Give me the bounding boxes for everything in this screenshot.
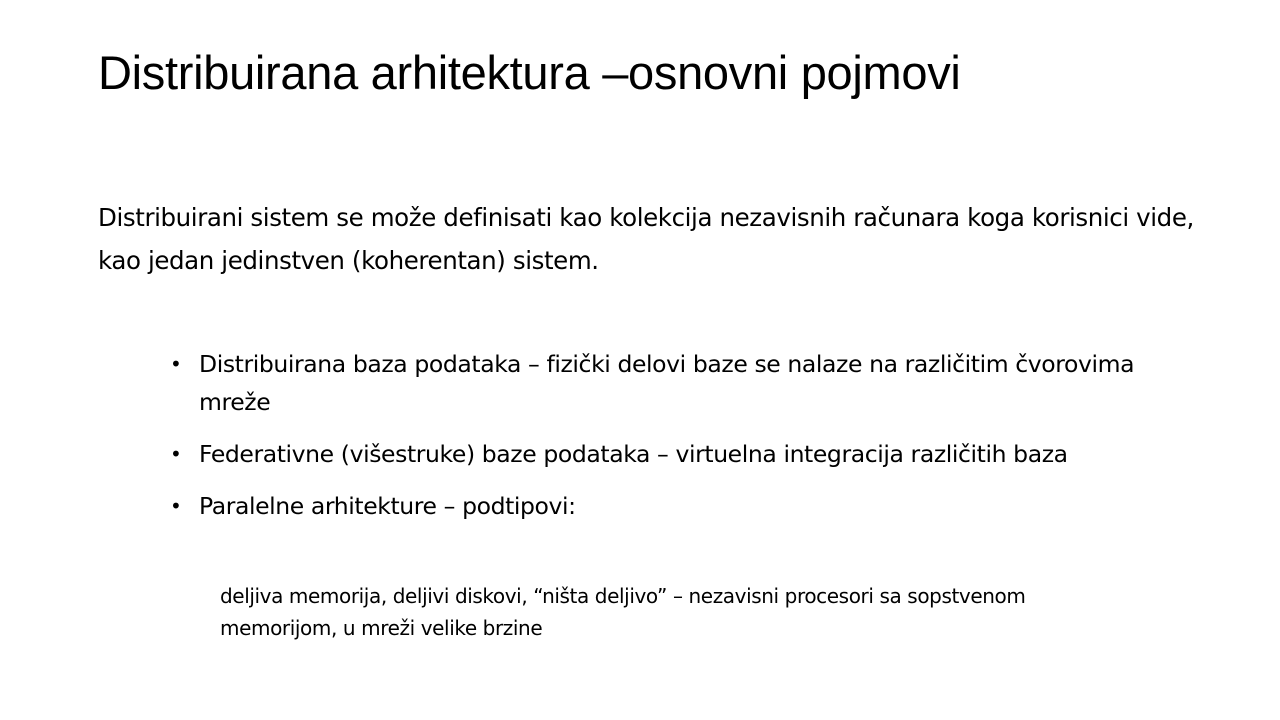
bullet-marker: • <box>170 352 182 376</box>
bullet-list <box>170 345 1170 525</box>
bullet-text: Distribuirana baza podataka – fizički delovi baze se nalaze na različitim čvorovima mreže <box>199 350 1135 416</box>
bullet-item-parallel-arch <box>170 487 1170 525</box>
bullet-item-federated-db <box>170 435 1170 473</box>
sub-bullet-text: deljiva memorija, deljivi diskovi, “ništa deljivo” – nezavisni procesori sa sopstvenom memorijom, u mreži velike brzine <box>220 584 1026 640</box>
intro-paragraph: Distribuirani sistem se može definisati kao kolekcija nezavisnih računara koga korisnici vide, kao jedan jedinstven (koherentan) sistem. <box>98 203 1194 275</box>
bullet-item-distributed-db <box>170 345 1170 421</box>
bullet-text: Paralelne arhitekture – podtipovi: <box>199 492 576 520</box>
bullet-marker: • <box>170 494 182 518</box>
bullet-text: Federativne (višestruke) baze podataka – virtuelna integracija različitih baza <box>199 440 1068 468</box>
bullet-marker: • <box>170 442 182 466</box>
slide-title: Distribuirana arhitektura –osnovni pojmovi <box>98 46 961 99</box>
